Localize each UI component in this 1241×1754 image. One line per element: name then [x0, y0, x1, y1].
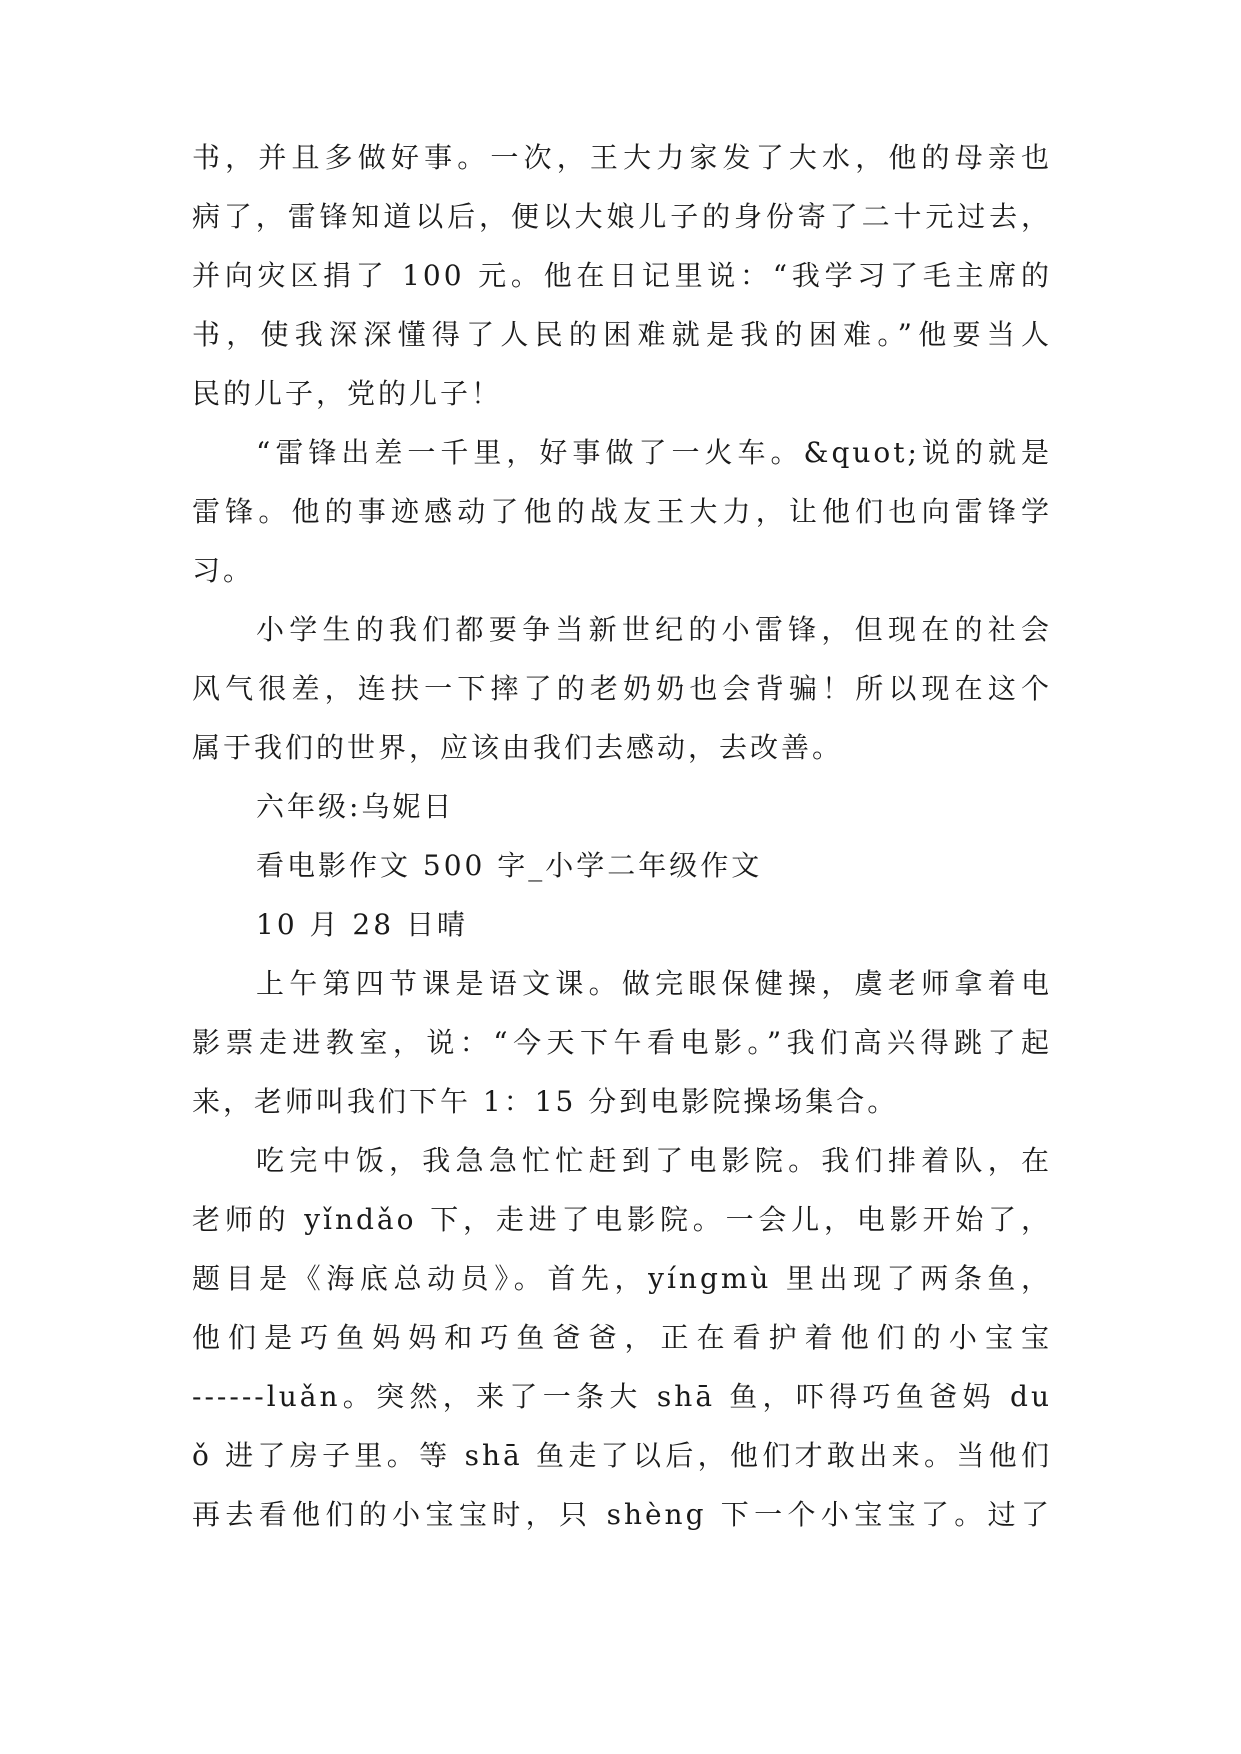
text-line: 小学生的我们都要争当新世纪的小雷锋，但现在的社会 — [256, 613, 1052, 646]
text-line: 习。 — [192, 554, 255, 587]
text-line: 病了，雷锋知道以后，便以大娘儿子的身份寄了二十元过去， — [192, 200, 1052, 233]
text-line: 再去看他们的小宝宝时，只 shèng 下一个小宝宝了。过了 — [192, 1498, 1052, 1531]
text-line: 来，老师叫我们下午 1：15 分到电影院操场集合。 — [192, 1085, 899, 1118]
text-line: 书，并且多做好事。一次，王大力家发了大水，他的母亲也 — [192, 141, 1052, 174]
date-line: 10 月 28 日晴 — [256, 908, 468, 941]
text-line: 六年级:乌妮日 — [256, 790, 455, 823]
article-title: 看电影作文 500 字_小学二年级作文 — [256, 849, 763, 882]
text-line: 风气很差，连扶一下摔了的老奶奶也会背骗！所以现在这个 — [192, 672, 1052, 705]
text-line: 老师的 yǐndǎo 下，走进了电影院。一会儿，电影开始了， — [192, 1203, 1052, 1236]
text-line: 雷锋。他的事迹感动了他的战友王大力，让他们也向雷锋学 — [192, 495, 1052, 528]
text-line: “雷锋出差一千里，好事做了一火车。&quot;说的就是 — [256, 436, 1052, 469]
text-line: 书，使我深深懂得了人民的困难就是我的困难。”他要当人 — [192, 318, 1052, 351]
document-body — [192, 128, 1052, 1544]
text-line: ------luǎn。突然，来了一条大 shā 鱼，吓得巧鱼爸妈 du — [192, 1380, 1052, 1413]
text-line: 他们是巧鱼妈妈和巧鱼爸爸，正在看护着他们的小宝宝 — [192, 1321, 1052, 1354]
text-line: 属于我们的世界，应该由我们去感动，去改善。 — [192, 731, 844, 764]
text-line: 题目是《海底总动员》。首先，yíngmù 里出现了两条鱼， — [192, 1262, 1052, 1295]
text-line: 民的儿子，党的儿子！ — [192, 377, 503, 410]
text-line: 上午第四节课是语文课。做完眼保健操，虞老师拿着电 — [256, 967, 1052, 1000]
text-line: ǒ 进了房子里。等 shā 鱼走了以后，他们才敢出来。当他们 — [192, 1439, 1052, 1472]
text-line: 吃完中饭，我急急忙忙赶到了电影院。我们排着队，在 — [256, 1144, 1052, 1177]
text-line: 并向灾区捐了 100 元。他在日记里说：“我学习了毛主席的 — [192, 259, 1052, 292]
text-line: 影票走进教室，说：“今天下午看电影。”我们高兴得跳了起 — [192, 1026, 1052, 1059]
